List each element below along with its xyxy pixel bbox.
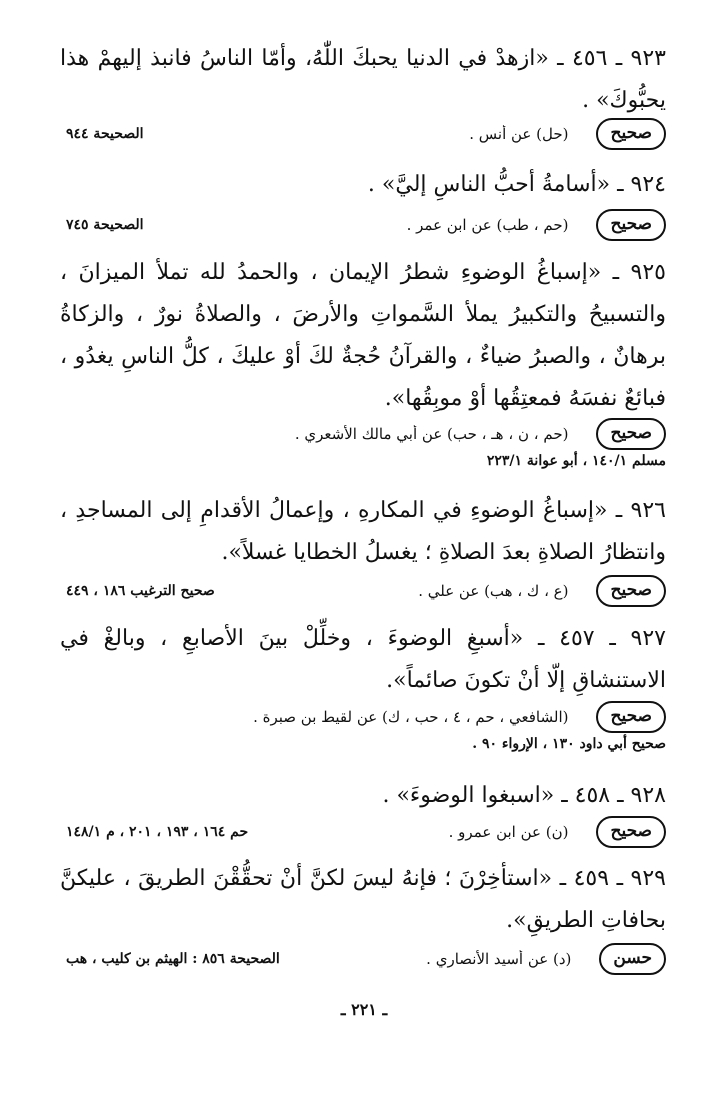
grade-badge: صحيح — [596, 209, 666, 241]
source-line — [66, 815, 666, 849]
sub-reference: مسلم ١٤٠/١ ، أبو عوانة ٢٢٣/١ — [486, 453, 666, 469]
reference: حم ١٦٤ ، ١٩٣ ، ٢٠١ ، م ١٤٨/١ — [66, 824, 249, 840]
sub-reference: صحيح أبي داود ١٣٠ ، الإرواء ٩٠ . — [472, 736, 666, 752]
hadith-text: ٩٢٦ ـ «إسباغُ الوضوءِ في المكارهِ ، وإعمالُ الأقدامِ إلى المساجدِ ، وانتظارُ الصلاةِ بعدَ الصلاةِ ؛ يغسلُ الخطايا غسلاً». — [60, 498, 666, 565]
source-line — [66, 942, 666, 976]
hadith-text: ٩٢٥ ـ «إسباغُ الوضوءِ شطرُ الإيمان ، والحمدُ لله تملأ الميزانَ ، والتسبيحُ والتكبيرُ يملأ السَّمواتِ والأرضَ ، والصلاةُ نورٌ ، والزكاةُ برهانٌ ، والصبرُ ضياءٌ ، والقرآنُ حُجةٌ لكَ أوْ عليكَ ، كلُّ الناسِ يغدُو ، فبائعٌ نفسَهُ فمعتِقُها أوْ موبِقُها». — [60, 260, 666, 411]
page-number: ـ ٢٢١ ـ — [340, 1000, 388, 1019]
source-line — [66, 700, 666, 734]
grade-badge: صحيح — [596, 816, 666, 848]
source-citation: (حم ، ن ، هـ ، حب) عن أبي مالك الأشعري . — [294, 425, 569, 443]
reference: صحيح الترغيب ١٨٦ ، ٤٤٩ — [66, 583, 215, 599]
hadith-text: ٩٢٣ ـ ٤٥٦ ـ «ازهدْ في الدنيا يحبكَ اللّٰهُ، وأمّا الناسُ فانبذ إليهمْ هذا يحبُّوكَ» . — [60, 46, 666, 113]
hadith-text: ٩٢٨ ـ ٤٥٨ ـ «اسبغوا الوضوءَ» . — [382, 783, 666, 808]
hadith-text: ٩٢٩ ـ ٤٥٩ ـ «استأخِرْنَ ؛ فإنهُ ليسَ لكنَّ أنْ تحقُّقْنَ الطريقَ ، عليكنَّ بحافاتِ الطريقِ». — [60, 866, 666, 933]
reference: الصحيحة ٧٤٥ — [66, 217, 144, 233]
grade-badge: حسن — [599, 943, 666, 975]
source-citation: (الشافعي ، حم ، ٤ ، حب ، ك) عن لقيط بن صبرة . — [253, 708, 569, 726]
hadith-text: ٩٢٧ ـ ٤٥٧ ـ «أسبغِ الوضوءَ ، وخلِّلْ بينَ الأصابعِ ، وبالغْ في الاستنشاقِ إلّا أنْ تكونَ صائماً». — [60, 626, 666, 693]
grade-badge: صحيح — [596, 118, 666, 150]
source-line — [66, 208, 666, 242]
reference: الصحيحة ٨٥٦ : الهيثم بن كليب ، هب — [66, 951, 280, 967]
grade-badge: صحيح — [596, 418, 666, 450]
source-line — [66, 117, 666, 151]
reference: الصحيحة ٩٤٤ — [66, 126, 144, 142]
source-citation: (حل) عن أنس . — [469, 125, 569, 143]
grade-badge: صحيح — [596, 701, 666, 733]
source-line — [66, 417, 666, 451]
source-citation: (ن) عن ابن عمرو . — [448, 823, 569, 841]
source-citation: (ع ، ك ، هب) عن علي . — [418, 582, 569, 600]
grade-badge: صحيح — [596, 575, 666, 607]
source-citation: (د) عن أسيد الأنصاري . — [426, 950, 572, 968]
source-line — [66, 574, 666, 608]
hadith-text: ٩٢٤ ـ «أسامةُ أحبُّ الناسِ إليَّ» . — [367, 172, 666, 197]
source-citation: (حم ، طب) عن ابن عمر . — [406, 216, 569, 234]
